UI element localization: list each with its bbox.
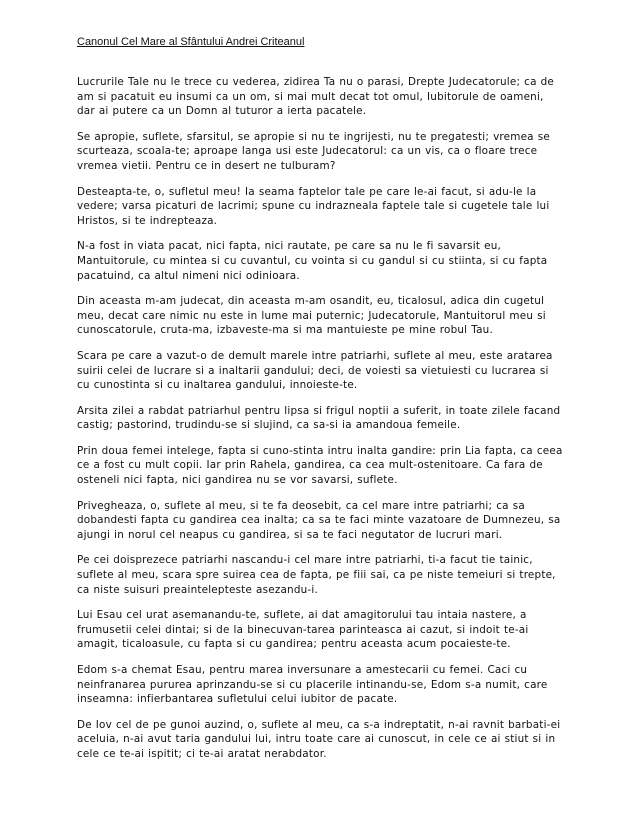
paragraph: Arsita zilei a rabdat patriarhul pentru lipsa si frigul noptii a suferit, in toate zilele facand castig; pastorind, trudindu-se si slujind, ca sa-si ia amandoua femeile. [77, 404, 561, 432]
paragraph: De Iov cel de pe gunoi auzind, o, suflete al meu, ca s-a indreptatit, n-ai ravnit barbati-ei aceluia, n-ai avut taria gandului lui, intru toate care ai cunoscut, in cele ce ai stiut si in cele ce te-ai ispitit; ci te-ai aratat nerabdator. [77, 718, 561, 760]
document-header-title[interactable]: Canonul Cel Mare al Sfântului Andrei Criteanul [77, 36, 305, 48]
paragraph: Lucrurile Tale nu le trece cu vederea, zidirea Ta nu o parasi, Drepte Judecatorule; ca de am si pacatuit eu insumi ca un om, si mai mult decat tot omul, Iubitorule de oameni, dar ai putere ca un Domn al tuturor a ierta pacatele. [77, 76, 555, 118]
paragraph: Lui Esau cel urat asemanandu-te, suflete, ai dat amagitorului tau intaia nastere, a frumusetii celei dintai; si de la binecuvan-tarea parinteasca ai cazut, si indoit te-ai amagit, ticaloasule, cu fapta si cu gandirea; pentru aceasta acum pocaieste-te. [77, 609, 529, 651]
paragraph: Prin doua femei intelege, fapta si cuno-stinta intru inalta gandire: prin Lia fapta, ca ceea ce a fost cu mult copii. Iar prin Rahela, gandirea, ca cea mult-ostenitoare. Ca fara de osteneli nici fapta, nici gandirea nu se vor savarsi, suflete. [77, 444, 563, 487]
paragraph: Privegheaza, o, suflete al meu, si te fa deosebit, ca cel mare intre patriarhi; ca sa dobandesti fapta cu gandirea cea inalta; ca sa te faci minte vazatoare de Dumnezeu, sa ajungi in norul cel neapus cu gandirea, si sa te faci negutator de lucruri mari. [77, 499, 561, 541]
paragraph: N-a fost in viata pacat, nici fapta, nici rautate, pe care sa nu le fi savarsit eu, Mantuitorule, cu mintea si cu cuvantul, cu vointa si cu gandul si cu stiinta, si cu fapta pacatuind, ca altul nimeni nici odinioara. [77, 240, 548, 282]
paragraph: Scara pe care a vazut-o de demult marele intre patriarhi, suflete al meu, este aratarea suirii celei de lucrare si a inaltarii gandului; deci, de voiesti sa vietuiesti cu lucrarea si cu cunostinta si cu inaltarea gandului, innoieste-te. [77, 349, 553, 392]
paragraph: Edom s-a chemat Esau, pentru marea inversunare a amestecarii cu femei. Caci cu neinfranarea pururea aprinzandu-se si cu placerile intinandu-se, Edom s-a numit, care inseamna: infierbantarea sufletului celui iubitor de pacate. [77, 664, 548, 706]
paragraph: Din aceasta m-am judecat, din aceasta m-am osandit, eu, ticalosul, adica din cugetul meu, decat care nimic nu este in lume mai puternic; Judecatorule, Mantuitorul meu si cunoscatorule, cruta-ma, izbaveste-ma si ma mantuieste pe mine robul Tau. [77, 295, 546, 337]
document-body [77, 75, 565, 773]
paragraph: Desteapta-te, o, sufletul meu! Ia seama faptelor tale pe care le-ai facut, si adu-le la vedere; varsa picaturi de lacrimi; spune cu indrazneala faptele tale si cugetele tale lui Hristos, si te indrepteaza. [77, 185, 550, 227]
paragraph: Pe cei doisprezece patriarhi nascandu-i cel mare intre patriarhi, ti-a facut tie tainic, suflete al meu, scara spre suirea cea de fapta, pe fiii sai, ca pe niste temeiuri si trepte, ca niste suisuri preaintelepteste asezandu-i. [77, 554, 556, 596]
paragraph: Se apropie, suflete, sfarsitul, se apropie si nu te ingrijesti, nu te pregatesti; vremea se scurteaza, scoala-te; aproape langa usi este Judecatorul: ca un vis, ca o floare trece vremea vietii. Pentru ce in desert ne tulburam? [77, 130, 550, 172]
